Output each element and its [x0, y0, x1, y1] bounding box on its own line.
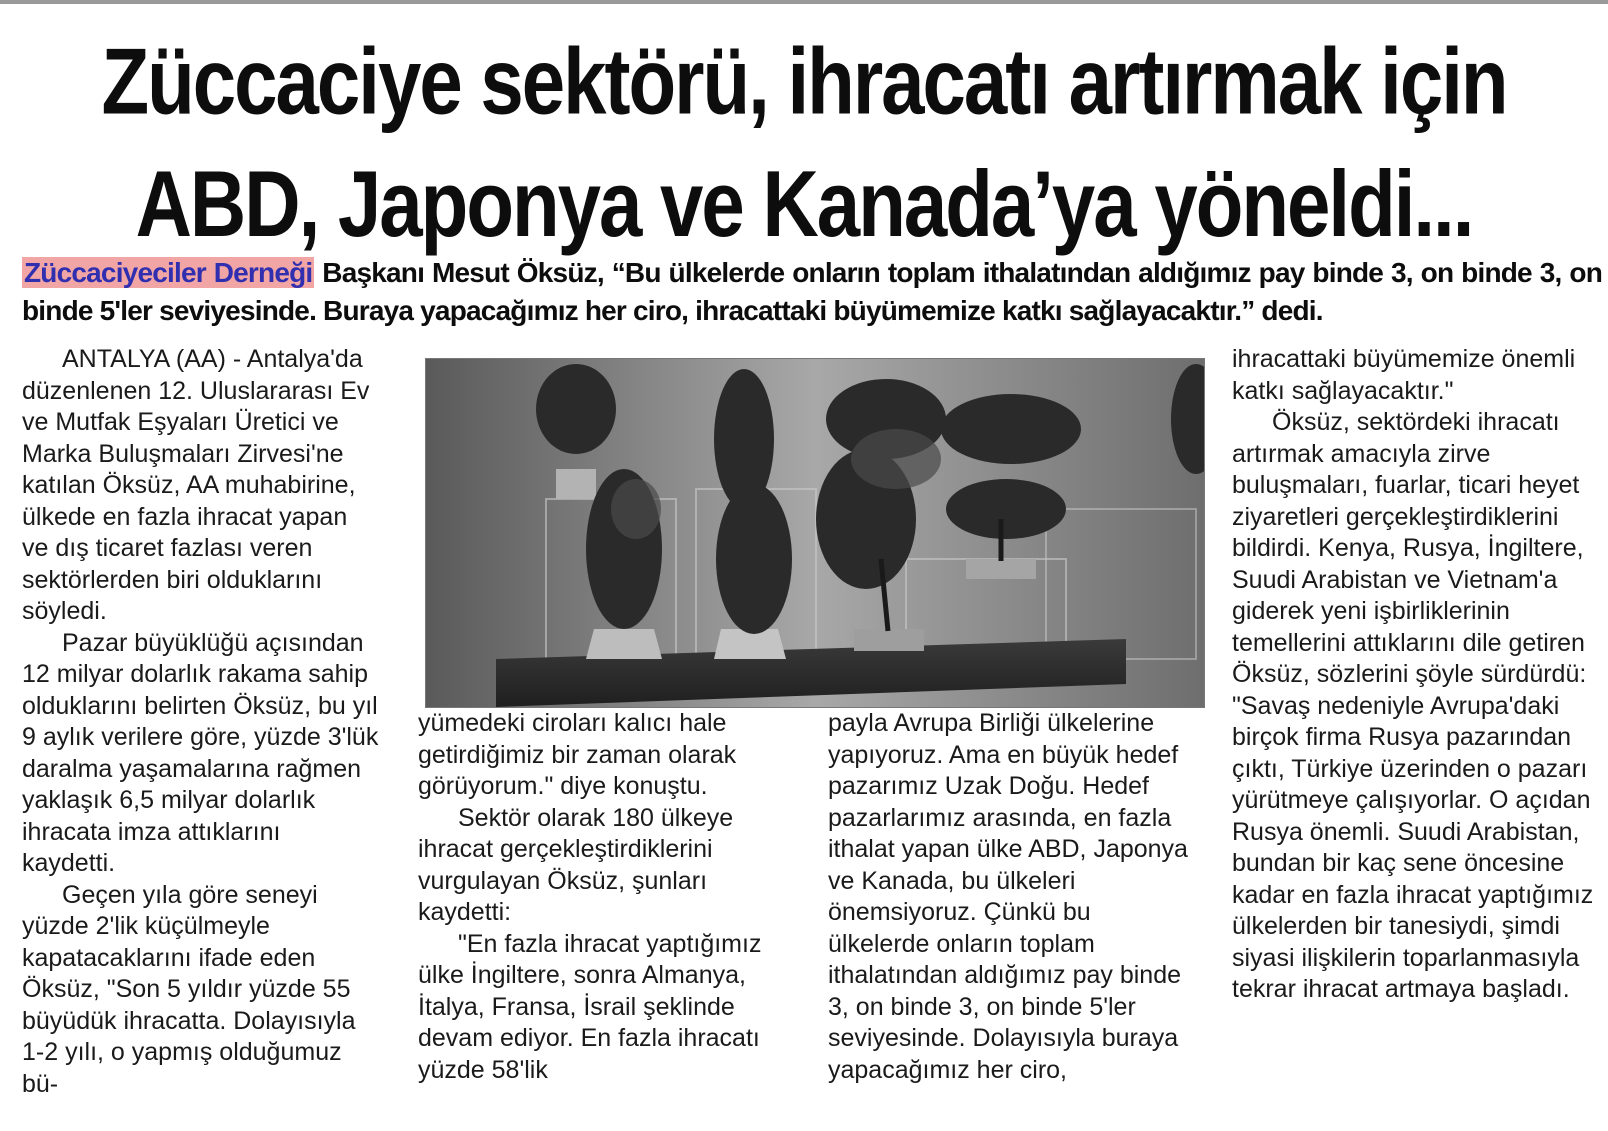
col4-paragraph-2: Öksüz, sektördeki ihracatı artırmak amacıyla zirve buluşmaları, fuarlar, ticari heyet ziyaretleri gerçekleştirdiklerini bildirdi. Kenya, Rusya, İngiltere, Suudi Arabistan ve Vietnam'a giderek yeni işbirliklerinin temellerini attıklarını dile getiren Öksüz, sözlerini şöyle sürdürdü: "Savaş nedeniyle Avrupa'daki birçok firma Rusya pazarından çıktı, Türkiye üzerinden o pazarı yürütmeye çalışıyorlar. O açıdan Rusya önemli. Suudi Arabistan, bundan bir kaç sene öncesine kadar en fazla ihracat yaptığımız ülkelerden bir tanesiydi, şimdi siyasi ilişkilerin toparlanmasıyla tekrar ihracat artmaya başladı.	[1232, 408, 1594, 1003]
bonsai-plants-photo-icon	[426, 359, 1204, 707]
col4-paragraph-1: ihracattaki büyümemize önemli katkı sağlayacaktır."	[1232, 345, 1576, 405]
headline-line-2: ABD, Japonya ve Kanada’ya yöneldi...	[135, 150, 1473, 257]
article-photo	[425, 358, 1205, 708]
headline-line-1: Züccaciye sektörü, ihracatı artırmak için	[101, 28, 1507, 134]
col2-paragraph-3: "En fazla ihracat yaptığımız ülke İngiltere, sonra Almanya, İtalya, Fransa, İsrail şeklinde devam ediyor. En fazla ihracatı yüzde 58'lik	[418, 929, 762, 1084]
column-3	[828, 708, 1188, 1086]
top-rule	[0, 0, 1608, 4]
col2-paragraph-2: Sektör olarak 180 ülkeye ihracat gerçekleştirdiklerini vurgulayan Öksüz, şunları kaydetti:	[418, 803, 734, 926]
col1-paragraph-3: Geçen yıla göre seneyi yüzde 2'lik küçülmeyle kapatacaklarını ifade eden Öksüz, "Son 5 yıldır yüzde 55 büyüdük ihracatta. Dolayısıyla 1-2 yılı, o yapmış olduğumuz bü-	[22, 880, 356, 1098]
article-deck	[22, 254, 1602, 330]
column-2	[418, 708, 778, 1086]
col3-paragraph-1: payla Avrupa Birliği ülkelerine yapıyoruz. Ama en büyük hedef pazarımız Uzak Doğu. Hedef pazarlarımız arasında, en fazla ithalat yapan ülke ABD, Japonya ve Kanada, bu ülkeleri önemsiyoruz. Çünkü bu ülkelerde onların toplam ithalatından aldığımız pay binde 3, on binde 3, on binde 5'ler seviyesinde. Dolayısıyla buraya yapacağımız her ciro,	[828, 709, 1188, 1084]
col1-paragraph-1: ANTALYA (AA) - Antalya'da düzenlenen 12. Uluslararası Ev ve Mutfak Eşyaları Üretici ve Marka Buluşmaları Zirvesi'ne katılan Öksüz, AA muhabirine, ülkede en fazla ihracat yapan ve dış ticaret fazlası veren sektörlerden biri olduklarını söyledi.	[22, 345, 370, 625]
column-4	[1232, 344, 1602, 1006]
deck-highlight: Züccaciyeciler Derneği	[24, 257, 313, 288]
col2-paragraph-1: yümedeki ciroları kalıcı hale getirdiğimiz bir zaman olarak görüyorum." diye konuştu.	[418, 709, 737, 800]
col1-paragraph-2: Pazar büyüklüğü açısından 12 milyar dolarlık rakama sahip olduklarını belirten Öksüz, bu yıl 9 aylık verilere göre, yüzde 3'lük daralma yaşamalarına rağmen yaklaşık 6,5 milyar dolarlık ihracata imza attıklarını kaydetti.	[22, 628, 379, 877]
headline	[0, 20, 1608, 265]
column-1	[22, 344, 380, 1100]
deck-text: Başkanı Mesut Öksüz, “Bu ülkelerde onların toplam ithalatından aldığımız pay binde 3, on binde 3, on binde 5'ler seviyesinde. Buraya yapacağımız her ciro, ihracattaki büyümemize katkı sağlayacaktır.” dedi.	[22, 257, 1603, 326]
